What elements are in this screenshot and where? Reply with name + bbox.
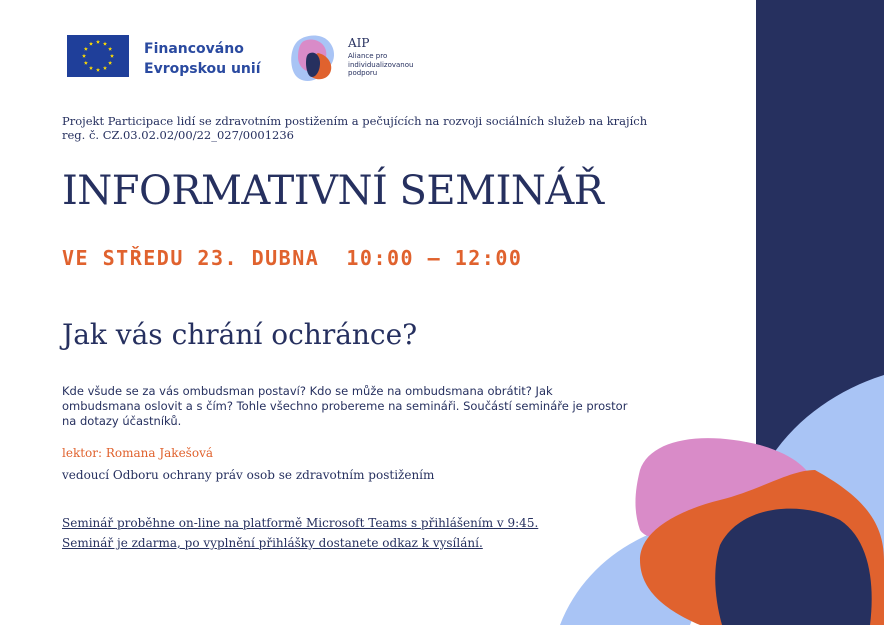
aip-name: AIP (348, 36, 370, 50)
aip-subtitle-line2: individualizovanou (348, 60, 414, 69)
project-registration: reg. č. CZ.03.02.02/00/22_027/0001236 (62, 128, 294, 142)
eu-funding-line1: Financováno (144, 41, 244, 57)
aip-subtitle-line1: Aliance pro (348, 52, 388, 60)
lecturer-role: vedoucí Odboru ochrany práv osob se zdravotním postižením (62, 468, 435, 482)
lecturer-name: lektor: Romana Jakešová (62, 446, 213, 460)
seminar-description: Kde všude se za vás ombudsman postaví? Kdo se může na ombudsmana obrátit? Jak ombudsmana oslovit a s čím? Tohle všechno probereme na semináři. Součástí semináře je prostor na dotazy účastníků. (62, 384, 628, 428)
project-title: Projekt Participace lidí se zdravotním postižením a pečujících na rozvoji sociálních služeb na krajích (62, 114, 648, 128)
aip-logo-icon (288, 33, 340, 85)
eu-funding-label (144, 39, 261, 79)
event-date-time: VE STŘEDU 23. DUBNA 10:00 – 12:00 (62, 246, 523, 270)
seminar-topic: Jak vás chrání ochránce? (62, 318, 418, 351)
page-title: INFORMATIVNÍ SEMINÁŘ (62, 168, 604, 214)
project-info (62, 114, 662, 142)
eu-flag-icon (67, 35, 129, 77)
eu-funding-line2: Evropskou unií (144, 61, 261, 77)
aip-subtitle-line3: podporu (348, 69, 378, 77)
online-info-note: Seminář proběhne on-line na platformě Microsoft Teams s přihlášením v 9:45. (62, 516, 539, 530)
aip-subtitle (348, 52, 438, 78)
free-registration-note: Seminář je zdarma, po vyplnění přihlášky dostanete odkaz k vysílání. (62, 536, 483, 550)
